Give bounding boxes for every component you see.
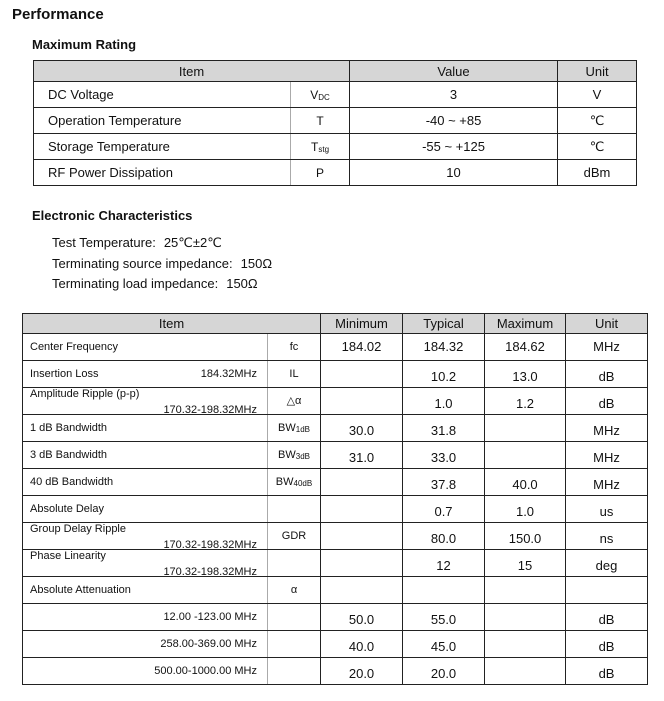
row-unit: dB bbox=[566, 657, 648, 684]
electronic-row bbox=[23, 630, 648, 657]
row-max: 184.62 bbox=[485, 334, 566, 361]
row-min: 31.0 bbox=[321, 441, 403, 468]
symbol-main: α bbox=[290, 583, 298, 596]
max-rating-row bbox=[34, 160, 637, 186]
row-max bbox=[485, 441, 566, 468]
row-min bbox=[321, 576, 403, 603]
row-item-cell bbox=[23, 549, 268, 576]
row-unit: MHz bbox=[566, 334, 648, 361]
row-symbol bbox=[291, 82, 350, 108]
row-unit: dB bbox=[566, 603, 648, 630]
row-item-cell bbox=[23, 360, 268, 387]
electronic-row bbox=[23, 522, 648, 549]
page-title: Performance bbox=[12, 6, 104, 23]
row-item: Absolute Attenuation bbox=[30, 583, 131, 596]
row-item-cell bbox=[23, 387, 268, 414]
header-typical: Typical bbox=[403, 314, 485, 334]
row-typ: 0.7 bbox=[403, 495, 485, 522]
row-item: Storage Temperature bbox=[34, 134, 291, 160]
row-item: Absolute Delay bbox=[30, 502, 104, 515]
condition-source-impedance bbox=[52, 256, 272, 271]
row-symbol bbox=[268, 495, 321, 522]
row-max bbox=[485, 630, 566, 657]
row-min bbox=[321, 522, 403, 549]
electronic-row bbox=[23, 414, 648, 441]
row-min: 20.0 bbox=[321, 657, 403, 684]
row-min: 30.0 bbox=[321, 414, 403, 441]
row-symbol bbox=[268, 360, 321, 387]
electronic-row bbox=[23, 576, 648, 603]
row-unit: ns bbox=[566, 522, 648, 549]
row-typ: 80.0 bbox=[403, 522, 485, 549]
row-value: 10 bbox=[350, 160, 558, 186]
row-typ: 45.0 bbox=[403, 630, 485, 657]
row-symbol bbox=[268, 603, 321, 630]
row-min bbox=[321, 549, 403, 576]
row-item: Phase Linearity bbox=[30, 549, 106, 562]
row-item-cell bbox=[23, 576, 268, 603]
row-symbol bbox=[291, 134, 350, 160]
row-item-cell bbox=[23, 657, 268, 684]
row-item: Center Frequency bbox=[30, 340, 119, 353]
row-item: 40 dB Bandwidth bbox=[30, 475, 114, 488]
row-symbol bbox=[268, 576, 321, 603]
electronic-heading: Electronic Characteristics bbox=[32, 208, 193, 223]
row-item-cell bbox=[23, 334, 268, 361]
row-item: 3 dB Bandwidth bbox=[30, 448, 108, 461]
header-minimum: Minimum bbox=[321, 314, 403, 334]
row-item-cell bbox=[23, 522, 268, 549]
row-item: Amplitude Ripple (p-p) bbox=[30, 387, 140, 400]
condition-label: Test Temperature: bbox=[52, 235, 156, 250]
row-item-cell bbox=[23, 495, 268, 522]
row-item-cell bbox=[23, 468, 268, 495]
row-unit: dB bbox=[566, 387, 648, 414]
row-max: 13.0 bbox=[485, 360, 566, 387]
row-max: 1.0 bbox=[485, 495, 566, 522]
row-unit: V bbox=[558, 82, 637, 108]
symbol-subscript: DC bbox=[318, 92, 330, 102]
condition-label: Terminating source impedance: bbox=[52, 256, 233, 271]
electronic-row bbox=[23, 360, 648, 387]
condition-value: 150Ω bbox=[226, 276, 258, 291]
row-condition: 170.32-198.32MHz bbox=[163, 403, 257, 416]
symbol-subscript: stg bbox=[318, 144, 330, 154]
electronic-table bbox=[22, 313, 648, 685]
max-rating-header-row bbox=[34, 61, 637, 82]
row-condition: 258.00-369.00 MHz bbox=[160, 637, 257, 650]
symbol-main: T bbox=[316, 113, 324, 128]
row-typ: 1.0 bbox=[403, 387, 485, 414]
row-max: 150.0 bbox=[485, 522, 566, 549]
row-unit: dBm bbox=[558, 160, 637, 186]
row-typ: 20.0 bbox=[403, 657, 485, 684]
row-typ: 31.8 bbox=[403, 414, 485, 441]
header-maximum: Maximum bbox=[485, 314, 566, 334]
row-symbol bbox=[268, 630, 321, 657]
row-value: -40 ~ +85 bbox=[350, 108, 558, 134]
symbol-main: P bbox=[316, 165, 325, 180]
row-typ: 12 bbox=[403, 549, 485, 576]
row-unit: MHz bbox=[566, 468, 648, 495]
header-item: Item bbox=[23, 314, 321, 334]
row-condition: 170.32-198.32MHz bbox=[163, 538, 257, 551]
item-wrap bbox=[30, 550, 267, 576]
row-item: Insertion Loss bbox=[30, 367, 99, 380]
header-value: Value bbox=[350, 61, 558, 82]
max-rating-row bbox=[34, 108, 637, 134]
row-condition: 184.32MHz bbox=[200, 367, 257, 380]
max-rating-heading: Maximum Rating bbox=[32, 37, 137, 52]
row-condition: 500.00-1000.00 MHz bbox=[154, 664, 257, 677]
symbol-main: IL bbox=[289, 367, 299, 380]
symbol-subscript: 3dB bbox=[295, 451, 310, 461]
item-wrap bbox=[30, 388, 267, 414]
electronic-row bbox=[23, 549, 648, 576]
row-symbol bbox=[291, 160, 350, 186]
condition-label: Terminating load impedance: bbox=[52, 276, 219, 291]
row-unit bbox=[566, 576, 648, 603]
row-symbol bbox=[268, 441, 321, 468]
symbol-main: fc bbox=[289, 340, 299, 353]
row-typ: 184.32 bbox=[403, 334, 485, 361]
row-min bbox=[321, 387, 403, 414]
row-typ bbox=[403, 576, 485, 603]
row-unit: ℃ bbox=[558, 108, 637, 134]
row-unit: MHz bbox=[566, 441, 648, 468]
row-item-cell bbox=[23, 630, 268, 657]
condition-test-temperature bbox=[52, 235, 222, 251]
row-unit: us bbox=[566, 495, 648, 522]
row-max bbox=[485, 414, 566, 441]
symbol-main: △α bbox=[286, 395, 302, 407]
electronic-row bbox=[23, 334, 648, 361]
row-unit: deg bbox=[566, 549, 648, 576]
row-item-cell bbox=[23, 441, 268, 468]
row-typ: 37.8 bbox=[403, 468, 485, 495]
row-symbol bbox=[268, 334, 321, 361]
symbol-main: BW bbox=[278, 421, 296, 434]
row-item: Operation Temperature bbox=[34, 108, 291, 134]
symbol-main: BW bbox=[275, 475, 294, 488]
row-unit: MHz bbox=[566, 414, 648, 441]
row-min bbox=[321, 495, 403, 522]
row-symbol bbox=[291, 108, 350, 134]
row-unit: dB bbox=[566, 360, 648, 387]
row-condition: 170.32-198.32MHz bbox=[163, 565, 257, 578]
row-item: RF Power Dissipation bbox=[34, 160, 291, 186]
row-min: 184.02 bbox=[321, 334, 403, 361]
header-item: Item bbox=[34, 61, 350, 82]
max-rating-row bbox=[34, 134, 637, 160]
symbol-main: V bbox=[310, 87, 319, 102]
row-min: 50.0 bbox=[321, 603, 403, 630]
max-rating-table bbox=[33, 60, 637, 186]
electronic-row bbox=[23, 603, 648, 630]
row-item: Group Delay Ripple bbox=[30, 522, 126, 535]
row-typ: 10.2 bbox=[403, 360, 485, 387]
row-symbol bbox=[268, 549, 321, 576]
row-unit: dB bbox=[566, 630, 648, 657]
max-rating-row bbox=[34, 82, 637, 108]
condition-value: 150Ω bbox=[240, 256, 273, 271]
row-value: 3 bbox=[350, 82, 558, 108]
row-max bbox=[485, 657, 566, 684]
row-max: 15 bbox=[485, 549, 566, 576]
row-min bbox=[321, 468, 403, 495]
row-condition: 12.00 -123.00 MHz bbox=[163, 610, 257, 623]
electronic-row bbox=[23, 387, 648, 414]
row-item-cell bbox=[23, 603, 268, 630]
header-unit: Unit bbox=[558, 61, 637, 82]
electronic-row bbox=[23, 468, 648, 495]
condition-load-impedance bbox=[52, 276, 258, 291]
row-max: 40.0 bbox=[485, 468, 566, 495]
row-typ: 55.0 bbox=[403, 603, 485, 630]
row-symbol bbox=[268, 522, 321, 549]
symbol-subscript: 1dB bbox=[295, 424, 310, 434]
row-symbol bbox=[268, 657, 321, 684]
symbol-main: GDR bbox=[281, 529, 307, 542]
row-max bbox=[485, 603, 566, 630]
row-symbol bbox=[268, 468, 321, 495]
row-item: 1 dB Bandwidth bbox=[30, 421, 108, 434]
row-symbol bbox=[268, 414, 321, 441]
row-max bbox=[485, 576, 566, 603]
item-wrap bbox=[30, 523, 267, 549]
row-min: 40.0 bbox=[321, 630, 403, 657]
condition-value: 25℃±2℃ bbox=[163, 235, 222, 250]
header-unit: Unit bbox=[566, 314, 648, 334]
row-item: DC Voltage bbox=[34, 82, 291, 108]
row-unit: ℃ bbox=[558, 134, 637, 160]
row-item-cell bbox=[23, 414, 268, 441]
electronic-row bbox=[23, 495, 648, 522]
electronic-row bbox=[23, 441, 648, 468]
electronic-header-row bbox=[23, 314, 648, 334]
row-typ: 33.0 bbox=[403, 441, 485, 468]
row-min bbox=[321, 360, 403, 387]
symbol-main: BW bbox=[278, 448, 296, 461]
row-value: -55 ~ +125 bbox=[350, 134, 558, 160]
symbol-subscript: 40dB bbox=[293, 478, 313, 488]
row-max: 1.2 bbox=[485, 387, 566, 414]
electronic-row bbox=[23, 657, 648, 684]
row-symbol bbox=[268, 387, 321, 414]
symbol-main: T bbox=[311, 139, 319, 154]
